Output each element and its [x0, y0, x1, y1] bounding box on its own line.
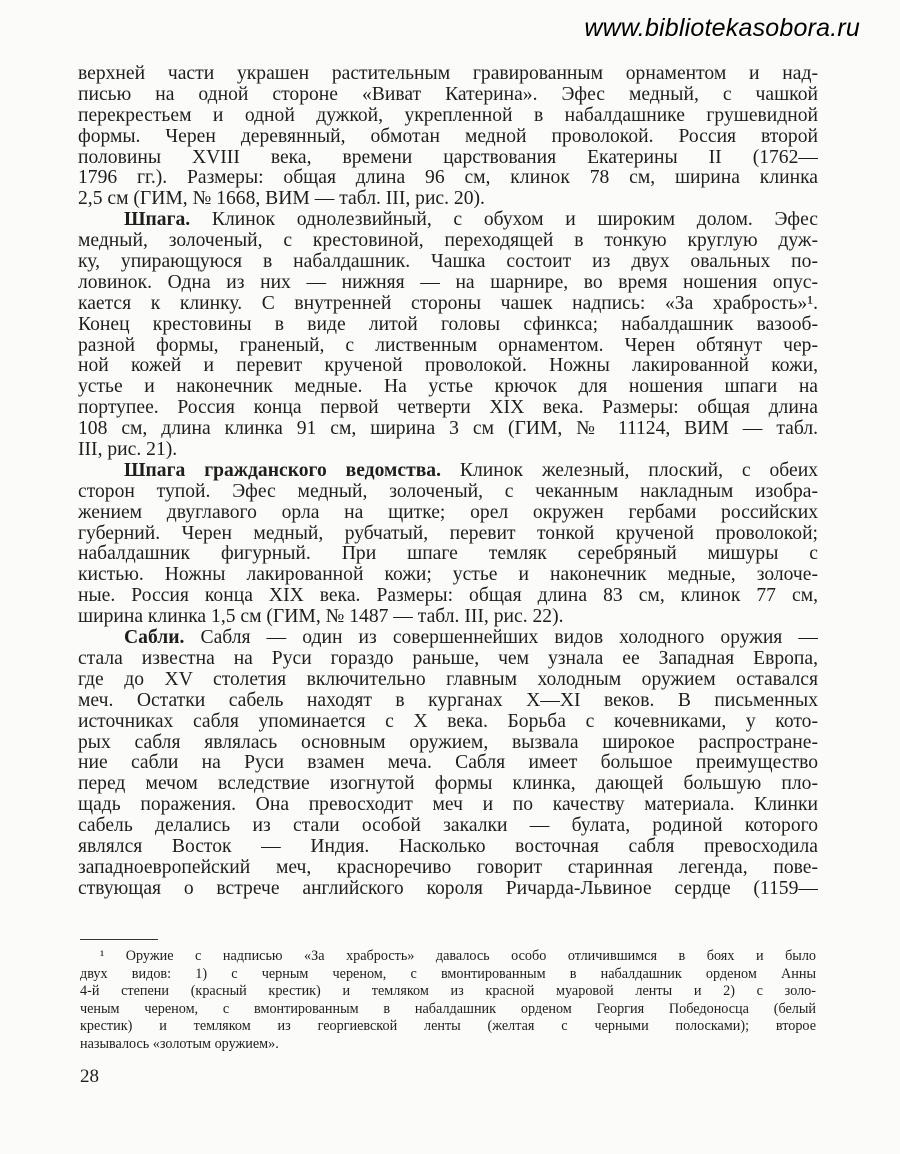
- watermark-url: www.bibliotekasobora.ru: [584, 14, 860, 42]
- text-line: западноевропейский меч, красноречиво говорит старинная легенда, пове-: [78, 857, 818, 878]
- text-line: ку, упирающуюся в набалдашник. Чашка состоит из двух овальных по-: [78, 252, 818, 273]
- text-line: III, рис. 21).: [78, 440, 178, 461]
- text-line: Конец крестовины в виде литой головы сфинкса; набалдашник вазооб-: [78, 314, 818, 335]
- text-line: перекрестьем и одной дужкой, укрепленной в набалдашнике грушевидной: [78, 105, 818, 126]
- text-line: половины XVIII века, времени царствования Екатерины II (1762—: [78, 147, 818, 168]
- text-line: являлся Восток — Индия. Насколько восточная сабля превосходила: [78, 836, 818, 857]
- text-line: писью на одной стороне «Виват Катерина». Эфес медный, с чашкой: [78, 84, 818, 105]
- text-line: 1796 гг.). Размеры: общая длина 96 см, клинок 78 см, ширина клинка: [78, 168, 818, 189]
- text-line: стала известна на Руси гораздо раньше, чем узнала ее Западная Европа,: [78, 648, 818, 669]
- paragraph-shpaga-civil-first-line: [78, 461, 818, 482]
- text-line: разной формы, граненый, с лиственным орнаментом. Черен обтянут чер-: [78, 335, 818, 356]
- text-line: формы. Черен деревянный, обмотан медной проволокой. Россия второй: [78, 126, 818, 147]
- text-line: ширина клинка 1,5 см (ГИМ, № 1487 — табл. III, рис. 22).: [78, 607, 564, 628]
- footnote-line: называлось «золотым оружием».: [80, 1035, 279, 1052]
- text-line: ной кожей и перевит крученой проволокой. Ножны лакированной кожи,: [78, 356, 818, 377]
- footnote: [80, 948, 816, 1054]
- footnote-line: ¹ Оружие с надписью «За храбрость» давалось особо отличившимся в боях и было: [100, 948, 816, 964]
- text-line: сторон тупой. Эфес медный, золоченый, с чеканным накладным изобра-: [78, 481, 818, 502]
- text-line: ловинок. Одна из них — нижняя — на шарнире, во время ношения опус-: [78, 272, 818, 293]
- text-line: сабель делались из стали особой закалки — булата, родиной которого: [78, 816, 818, 837]
- footnote-line: крестик) и темляком из георгиевской ленты (желтая с черными полосками); второе: [80, 1018, 816, 1035]
- text-run: Клинок однолезвийный, с обухом и широким долом. Эфес: [190, 210, 818, 231]
- text-line: ные. Россия конца XIX века. Размеры: общая длина 83 см, клинок 77 см,: [78, 586, 818, 607]
- text-line: портупее. Россия конца первой четверти XIX века. Размеры: общая длина: [78, 398, 818, 419]
- text-line: губерний. Черен медный, рубчатый, перевит тонкой крученой проволокой;: [78, 523, 818, 544]
- text-line: 108 см, длина клинка 91 см, ширина 3 см (ГИМ, № 11124, ВИМ — табл.: [78, 419, 818, 440]
- text-line: перед мечом вследствие изогнутой формы клинка, дающей большую пло-: [78, 774, 818, 795]
- text-line: верхней части украшен растительным гравированным орнаментом и над-: [78, 64, 818, 84]
- text-line: щадь поражения. Она превосходит меч и по качеству материала. Клинки: [78, 795, 818, 816]
- page-number: 28: [80, 1066, 99, 1087]
- text-line: жением двуглавого орла на щитке; орел окружен гербами российских: [78, 502, 818, 523]
- text-line: ствующая о встрече английского короля Ричарда-Львиное сердце (1159—: [78, 878, 818, 899]
- paragraph-sabli-first-line: [78, 628, 818, 649]
- text-line: где до XV столетия включительно главным холодным оружием оставался: [78, 669, 818, 690]
- text-line: ние сабли на Руси взамен меча. Сабля имеет большое преимущество: [78, 753, 818, 774]
- footnote-line: двух видов: 1) с черным череном, с вмонтированным в набалдашник орденом Анны: [80, 965, 816, 982]
- heading-sabli: Сабли.: [124, 628, 185, 649]
- text-line: рых сабля являлась основным оружием, вызвала широкое распростране-: [78, 732, 818, 753]
- text-run: Сабля — один из совершеннейших видов холодного оружия —: [184, 628, 818, 649]
- footnote-divider: [80, 939, 158, 940]
- text-line: набалдашник фигурный. При шпаге темляк серебряный мишуры с: [78, 544, 818, 565]
- text-line: 2,5 см (ГИМ, № 1668, ВИМ — табл. III, рис. 20).: [78, 189, 485, 210]
- heading-shpaga: Шпага.: [124, 210, 191, 231]
- text-line: источниках сабля упоминается с X века. Борьба с кочевниками, у кото-: [78, 711, 818, 732]
- heading-shpaga-civil: Шпага гражданского ведомства.: [124, 460, 441, 481]
- text-line: меч. Остатки сабель находят в курганах X—XI веков. В письменных: [78, 690, 818, 711]
- text-line: устье и наконечник медные. На устье крючок для ношения шпаги на: [78, 377, 818, 398]
- paragraph-shpaga-first-line: [78, 210, 818, 231]
- text-line: медный, золоченый, с крестовиной, переходящей в тонкую круглую дуж-: [78, 231, 818, 252]
- footnote-line: ченым череном, с вмонтированным в набалдашник орденом Георгия Победоносца (белый: [80, 1000, 816, 1017]
- text-run: Клинок железный, плоский, с обеих: [440, 460, 818, 481]
- main-text: [78, 64, 818, 900]
- text-line: кистью. Ножны лакированной кожи; устье и наконечник медные, золоче-: [78, 565, 818, 586]
- text-line: кается к клинку. С внутренней стороны чашек надпись: «За храбрость»¹.: [78, 293, 818, 314]
- footnote-line: 4-й степени (красный крестик) и темляком из красной муаровой ленты и 2) с золо-: [80, 983, 816, 1000]
